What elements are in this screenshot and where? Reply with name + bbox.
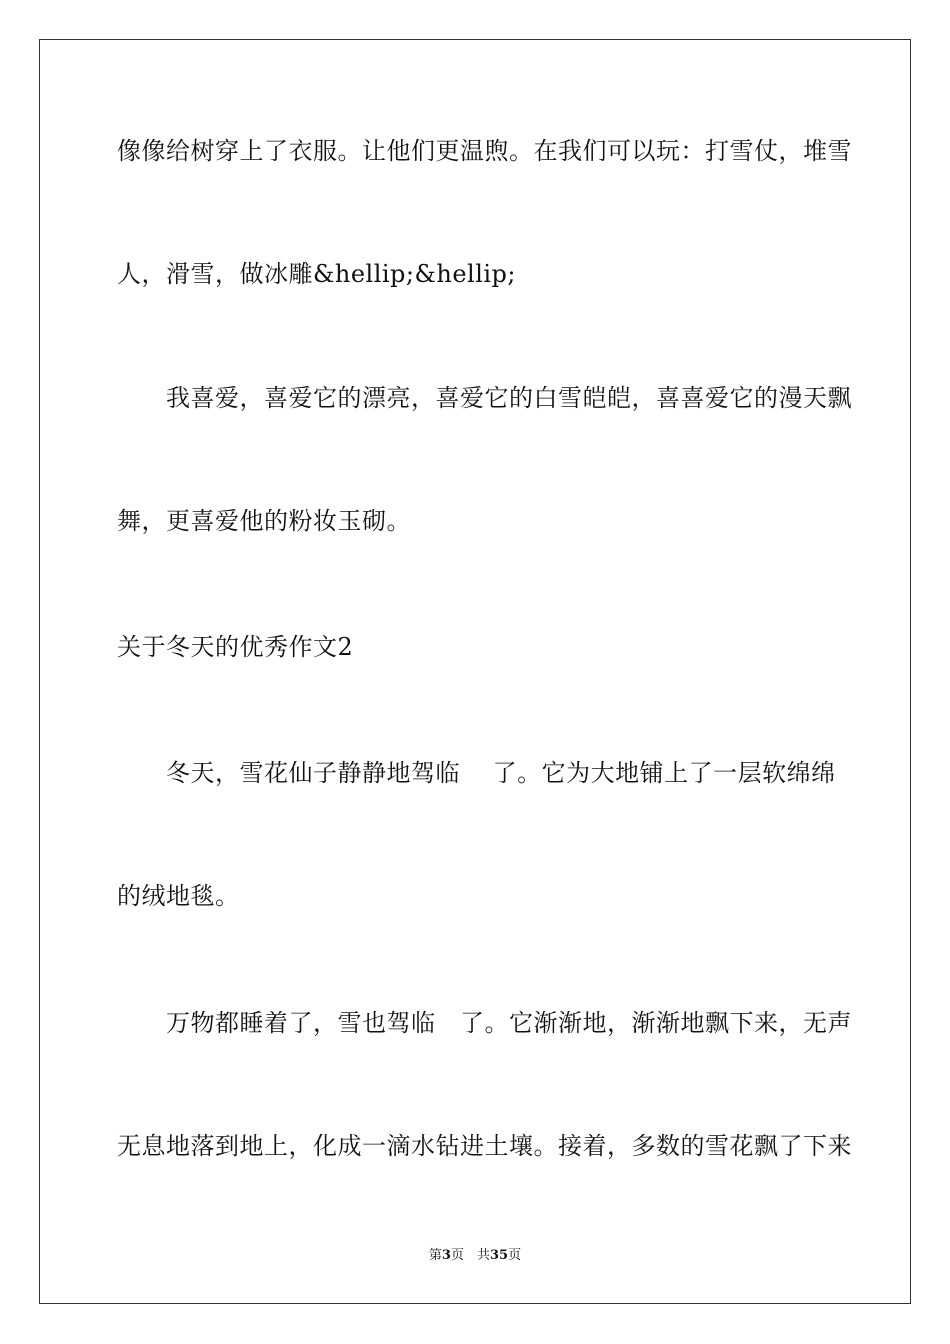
footer-mid: 页 共 xyxy=(450,1248,490,1263)
page-footer xyxy=(0,1247,950,1265)
footer-prefix: 第 xyxy=(428,1248,442,1263)
section-heading: 关于冬天的优秀作文2 xyxy=(117,633,354,661)
text-line-1: 像像给树穿上了衣服。让他们更温煦。在我们可以玩：打雪仗，堆雪 xyxy=(117,137,852,165)
text-line-9: 无息地落到地上，化成一滴水钻进土壤。接着，多数的雪花飘了下来 xyxy=(117,1132,852,1160)
text-line-6: 冬天，雪花仙子静静地驾临 了。它为大地铺上了一层软绵绵 xyxy=(117,759,836,787)
page-border xyxy=(39,39,911,1304)
text-line-4: 舞，更喜爱他的粉妆玉砌。 xyxy=(117,507,411,535)
text-line-8: 万物都睡着了，雪也驾临 了。它渐渐地，渐渐地飘下来，无声 xyxy=(117,1009,852,1037)
current-page-number: 3 xyxy=(441,1248,451,1263)
text-line-2: 人，滑雪，做冰雕&hellip;&hellip; xyxy=(117,260,516,288)
text-line-3: 我喜爱，喜爱它的漂亮，喜爱它的白雪皑皑，喜喜爱它的漫天飘 xyxy=(117,384,852,412)
total-page-number: 35 xyxy=(489,1248,509,1263)
footer-suffix: 页 xyxy=(508,1248,522,1263)
text-line-7: 的绒地毯。 xyxy=(117,882,240,910)
